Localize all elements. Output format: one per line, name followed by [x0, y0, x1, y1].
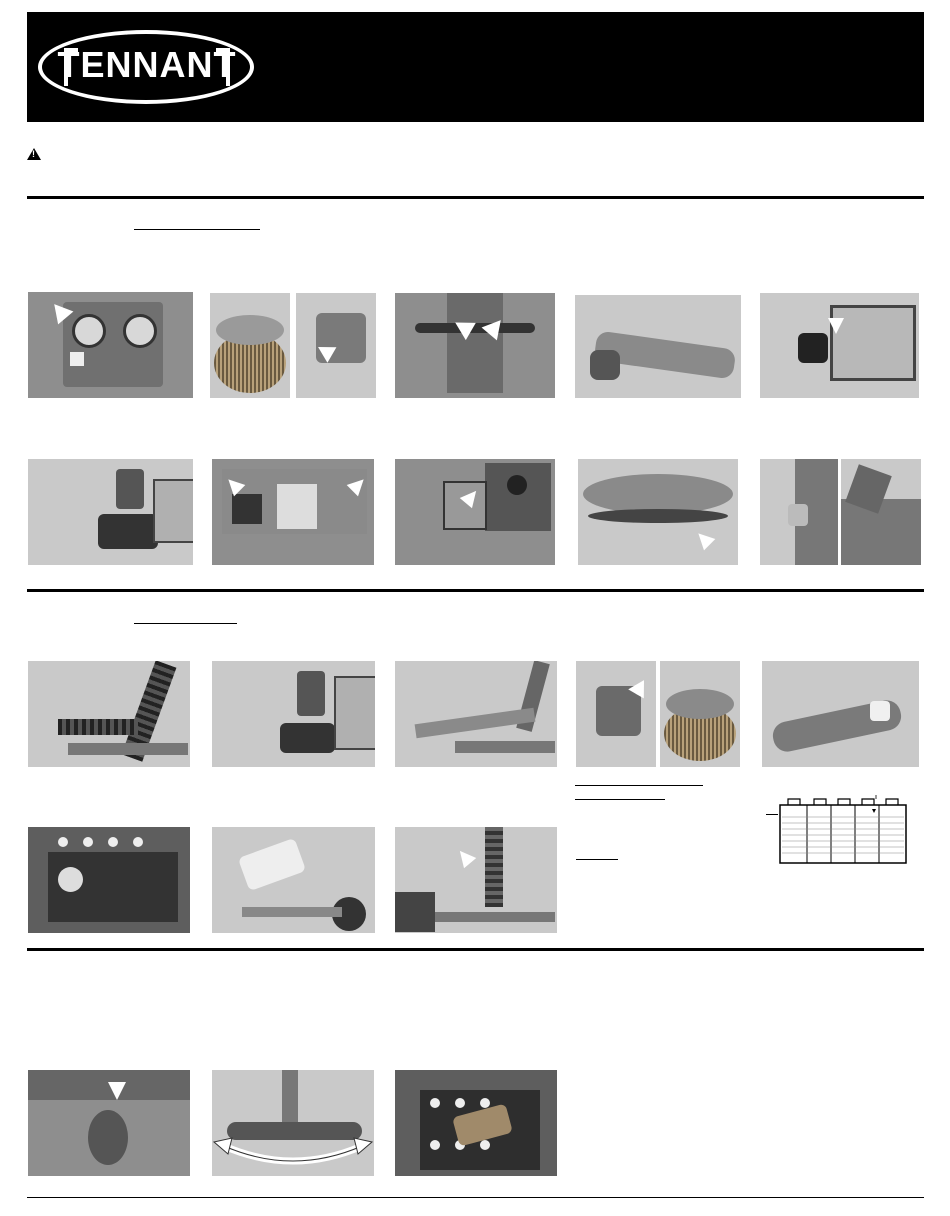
photo-filter-rinse-a	[760, 459, 838, 565]
section-heading-underline	[134, 229, 260, 230]
pointer-arrow-icon	[693, 528, 716, 551]
photo-control-panel	[28, 292, 193, 398]
photo-squeegee-assembly	[575, 295, 741, 398]
text-underline	[575, 785, 703, 786]
photo-handle-console	[395, 293, 555, 398]
curved-double-arrow-icon	[212, 1128, 374, 1176]
photo-brush-head	[210, 293, 290, 398]
photo-brush-underside	[578, 459, 738, 565]
photo-brush-head-2	[660, 661, 740, 767]
photo-squeegee-pivot	[212, 1070, 374, 1176]
photo-wipe-machine	[212, 827, 375, 933]
photo-float-shutoff-2	[212, 661, 375, 767]
section-divider	[27, 196, 924, 199]
photo-brush-latch	[296, 293, 376, 398]
photo-solution-drain	[395, 661, 557, 767]
section-divider	[27, 589, 924, 592]
pointer-arrow-icon	[454, 846, 477, 869]
photo-brush-latch-2	[576, 661, 656, 767]
logo-text: TENNANT	[60, 42, 234, 88]
warning-triangle-icon	[27, 148, 41, 160]
footer-rule	[27, 1197, 924, 1198]
photo-battery-clean	[395, 1070, 557, 1176]
photo-recovery-tank	[760, 293, 919, 398]
text-underline	[575, 799, 665, 800]
photo-tank-cover	[212, 459, 374, 565]
battery-cell-diagram	[778, 795, 908, 865]
pointer-arrow-icon	[828, 318, 844, 334]
section-heading-underline	[134, 623, 237, 624]
section-divider	[27, 948, 924, 951]
photo-charger-connect	[395, 827, 557, 933]
pointer-arrow-icon	[108, 1082, 126, 1100]
photo-battery-caps	[28, 827, 190, 933]
diagram-pointer-line	[766, 814, 778, 815]
photo-solution-tank	[395, 459, 555, 565]
photo-filter-rinse-b	[841, 459, 921, 565]
photo-drain-hose	[28, 661, 190, 767]
photo-float-shutoff	[28, 459, 193, 565]
photo-squeegee-wipe	[762, 661, 919, 767]
photo-caster-wheel	[28, 1070, 190, 1176]
text-underline	[576, 859, 618, 860]
